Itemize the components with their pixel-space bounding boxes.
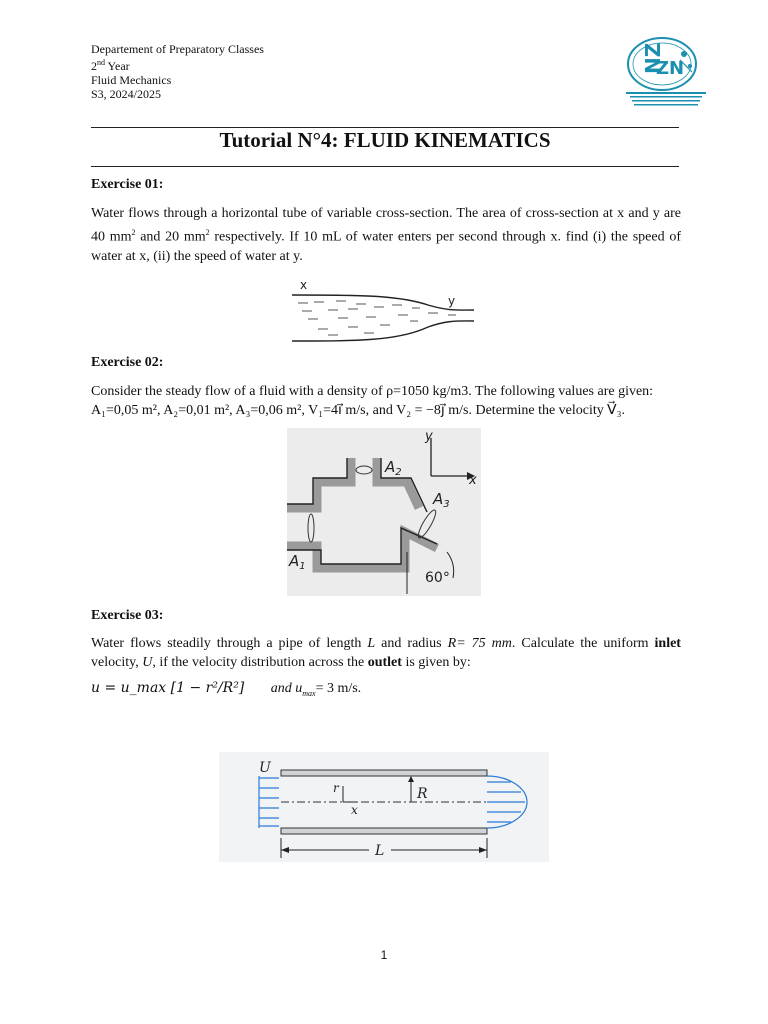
junction-diagram xyxy=(287,428,481,596)
year-line xyxy=(91,56,264,73)
umax-text xyxy=(271,681,361,696)
exercise-2-heading: Exercise 02: xyxy=(91,355,164,370)
exercise-1-text xyxy=(91,204,681,266)
ex2-line-1: Consider the steady flow of a fluid with a density of ρ=1050 kg/m3. The following values are given: xyxy=(91,384,654,399)
header-info xyxy=(91,42,264,101)
page-number: 1 xyxy=(380,948,388,962)
label-a2-sub: 2 xyxy=(395,467,402,478)
svg-text:ZN: ZN xyxy=(656,58,685,79)
ex3-t4: velocity, xyxy=(91,655,143,670)
axis-label-x: x xyxy=(469,473,477,488)
svg-text:NZ: NZ xyxy=(641,42,665,74)
semester-line: S3, 2024/2025 xyxy=(91,87,162,101)
umax-sub: max xyxy=(302,688,316,698)
ex3-R: R= 75 mm xyxy=(447,636,512,651)
ex3-inlet: inlet xyxy=(654,636,681,651)
year-superscript: nd xyxy=(97,58,105,67)
tube-diagram xyxy=(288,275,478,347)
ex3-t5: , if the velocity distribution across the xyxy=(152,655,368,670)
exercise-3-text xyxy=(91,634,681,672)
ex1-sup-b: 2 xyxy=(205,228,210,237)
exercise-2-text xyxy=(91,382,681,420)
department-line: Departement of Preparatory Classes xyxy=(91,42,264,56)
ex3-t6: is given by: xyxy=(401,655,471,670)
ex1-sup-a: 2 xyxy=(131,228,136,237)
ex3-L: L xyxy=(367,636,376,651)
exercise-1-heading: Exercise 01: xyxy=(91,177,164,192)
ex2-line-2: A₁=0,05 m², A₂=0,01 m², A₃=0,06 m², V₁=4i⃗ m/s, and V₂ = −8j⃗ m/s. Determine the velocity V⃗₃. xyxy=(91,403,625,418)
label-a1: A xyxy=(289,552,300,570)
course-line: Fluid Mechanics xyxy=(91,73,172,87)
tube-label-y: y xyxy=(448,294,456,308)
pipe-label-x: x xyxy=(351,803,358,817)
exercise-3-heading: Exercise 03: xyxy=(91,608,164,623)
ex1-text-c: respectively. If 10 mL of water enters per second through x. find (i) the speed of water at x, (ii) the speed of water at y. xyxy=(91,229,681,264)
pipe-label-U: U xyxy=(259,760,271,776)
label-a3: A xyxy=(433,490,444,508)
school-logo-icon xyxy=(620,36,710,110)
axis-label-y: y xyxy=(425,429,433,444)
pipe-label-L: L xyxy=(375,843,385,859)
velocity-formula xyxy=(91,680,361,698)
label-a2: A xyxy=(385,458,396,476)
title-bottom-rule xyxy=(91,166,679,167)
ex1-text-a: Water flows through a horizontal tube of variable cross-section. The area of cross-section at x and y are 40 mm xyxy=(91,206,681,245)
pipe-label-R: R xyxy=(417,786,428,802)
page-title: Tutorial N°4: FLUID KINEMATICS xyxy=(219,128,551,152)
ex3-U: U xyxy=(142,655,153,670)
angle-label: 60° xyxy=(425,570,450,586)
formula-text: u = u_max [1 − r²/R²] xyxy=(91,680,245,696)
ex3-t1: Water flows steadily through a pipe of length xyxy=(91,636,368,651)
year-number: 2 xyxy=(91,59,97,73)
pipe-diagram xyxy=(219,752,549,862)
umax-rest: = 3 m/s. xyxy=(315,681,362,696)
pipe-label-r: r xyxy=(333,781,339,795)
umax-and: and u xyxy=(270,681,303,696)
ex3-outlet: outlet xyxy=(367,655,402,670)
label-a3-sub: 3 xyxy=(443,499,450,510)
label-a1-sub: 1 xyxy=(299,561,306,572)
ex3-t3: . Calculate the uniform xyxy=(511,636,655,651)
tube-label-x: x xyxy=(300,278,308,292)
ex1-text-b: and 20 mm xyxy=(135,229,206,245)
year-word: Year xyxy=(105,59,130,73)
ex3-t2: and radius xyxy=(375,636,448,651)
